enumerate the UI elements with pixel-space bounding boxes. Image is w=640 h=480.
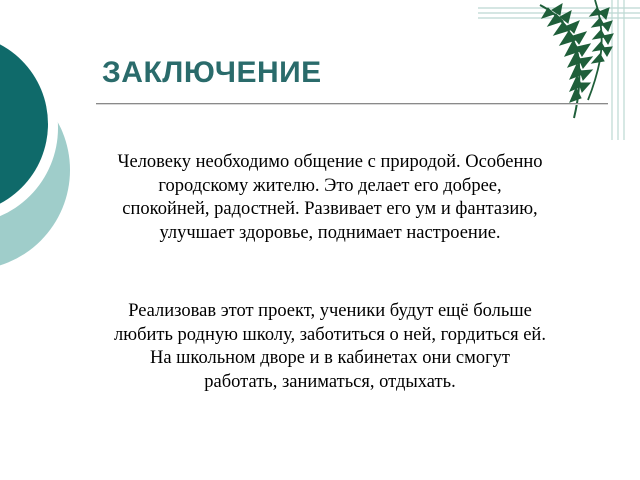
conclusion-paragraph-2: Реализовав этот проект, ученики будут ещё больше любить родную школу, заботиться о ней, гордиться ей. На школьном дворе и в кабинетах они смогут работать, заниматься, отдыхать.: [114, 301, 546, 392]
conclusion-paragraph-1: Человеку необходимо общение с природой. Особенно городскому жителю. Это делает его добрее, спокойней, радостней. Развивает его ум и фантазию, улучшает здоровье, поднимает настроение.: [117, 152, 543, 243]
teal-circles-icon: [0, 0, 70, 300]
fern-branch-icon: [470, 0, 640, 140]
slide-title: ЗАКЛЮЧЕНИЕ: [102, 56, 322, 89]
title-divider: [96, 103, 608, 104]
